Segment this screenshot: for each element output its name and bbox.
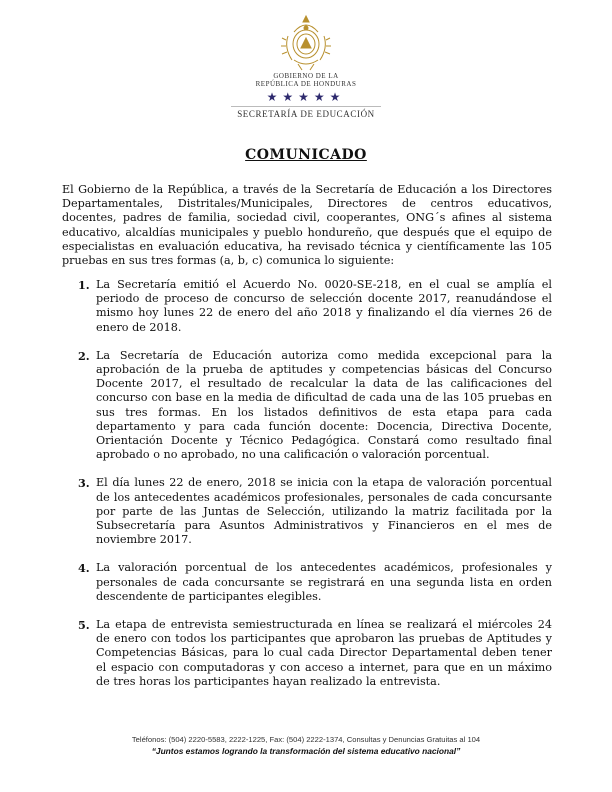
list-item-text: El día lunes 22 de enero, 2018 se inicia con la etapa de valoración porcentual de los antecedentes académicos profesionales, personales de cada concursante por parte de las Juntas de Selección, utilizando la matriz facilitada por la Subsecretaría para Asuntos Administrativos y Financieros en el mes de noviembre 2017.: [96, 476, 552, 547]
list-item-number: 2.: [78, 348, 90, 363]
list-item: [70, 618, 552, 689]
letterhead: [0, 14, 612, 119]
list-item-number: 3.: [78, 476, 90, 491]
list-item: [70, 476, 552, 547]
government-name-line1: GOBIERNO DE LA: [273, 72, 339, 80]
list-item-text: La etapa de entrevista semiestructurada en línea se realizará el miércoles 24 de enero con todos los participantes que aprobaron las pruebas de Aptitudes y Competencias Básicas, para lo cual cada Director Departamental deben tener el espacio con computadoras y con acceso a internet, para que en un máximo de tres horas los participantes hayan realizado la entrevista.: [96, 618, 552, 688]
list-item-text: La Secretaría emitió el Acuerdo No. 0020-SE-218, en el cual se amplía el periodo de proceso de concurso de selección docente 2017, reanudándose el mismo hoy lunes 22 de enero del año 2018 y finalizando el día viernes 26 de enero de 2018.: [96, 278, 552, 334]
list-item: [70, 349, 552, 463]
footer-contact: Teléfonos: (504) 2220-5583, 2222-1225, Fax: (504) 2222-1374, Consultas y Denuncias Gratuitas al 104: [131, 735, 481, 744]
footer-slogan: “Juntos estamos logrando la transformación del sistema educativo nacional”: [151, 746, 461, 756]
numbered-list: [70, 278, 552, 689]
list-item-text: La Secretaría de Educación autoriza como medida excepcional para la aprobación de la prueba de aptitudes y competencias básicas del Concurso Docente 2017, el resultado de recalcular la data de las calificaciones del concurso con base en la media de dificultad de cada una de las 105 pruebas en sus tres formas. En los listados definitivos de esta etapa para cada departamento y para cada función docente: Docencia, Directiva Docente, Orientación Docente y Técnico Pedagógica. Constará como resultado final aprobado o no aprobado, no una calificación o valoración porcentual.: [96, 348, 552, 462]
stars-icon: ★★★★★: [266, 90, 346, 104]
list-item: [70, 278, 552, 335]
list-item-text: La valoración porcentual de los antecedentes académicos, profesionales y personales de cada concursante se registrará en una segunda lista en orden descendente de participantes elegibles.: [96, 561, 552, 603]
intro-paragraph: El Gobierno de la República, a través de la Secretaría de Educación a los Directores Departamentales, Distritales/Municipales, Directores de centros educativos, docentes, padres de familia, sociedad civil, cooperantes, ONG´s afines al sistema educativo, alcaldías municipales y pueblo hondureño, que después que el equipo de especialistas en evaluación educativa, ha revisado técnica y científicamente las 105 pruebas en sus tres formas (a, b, c) comunica lo siguiente:: [62, 183, 552, 268]
ministry-name: SECRETARÍA DE EDUCACIÓN: [237, 109, 375, 119]
letterhead-divider: [231, 106, 381, 107]
list-item: [70, 561, 552, 604]
government-name-line2: REPÚBLICA DE HONDURAS: [255, 80, 357, 88]
document-title: COMUNICADO: [245, 147, 367, 163]
list-item-number: 1.: [78, 278, 90, 292]
list-item-number: 4.: [78, 561, 90, 576]
coat-of-arms-icon: [280, 14, 332, 72]
list-item-number: 5.: [78, 618, 90, 633]
